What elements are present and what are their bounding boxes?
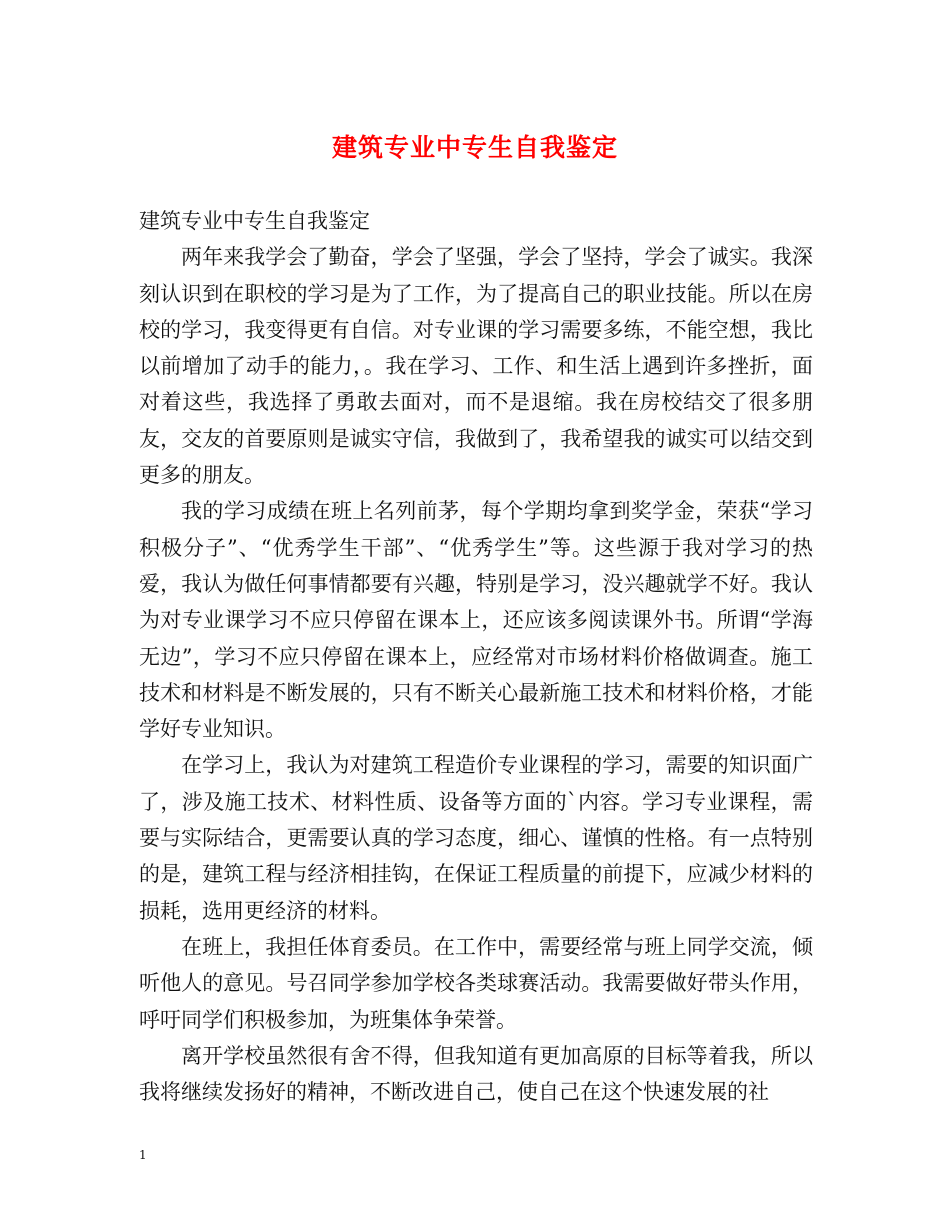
paragraph-2: 我的学习成绩在班上名列前茅，每个学期均拿到奖学金，荣获“学习积极分子”、“优秀学生干部”、“优秀学生”等。这些源于我对学习的热爱，我认为做任何事情都要有兴趣，特别是学习，没兴趣就学不好。我认为对专业课学习不应只停留在课本上，还应该多阅读课外书。所谓“学海无边”，学习不应只停留在课本上，应经常对市场材料价格做调查。施工技术和材料是不断发展的，只有不断关心最新施工技术和材料价格，才能学好专业知识。 xyxy=(139,499,813,742)
document-body xyxy=(139,203,813,1110)
document-subtitle: 建筑专业中专生自我鉴定 xyxy=(139,209,370,233)
paragraph-1: 两年来我学会了勤奋，学会了坚强，学会了坚持，学会了诚实。我深刻认识到在职校的学习是为了工作，为了提高自己的职业技能。所以在房校的学习，我变得更有自信。对专业课的学习需要多练，不能空想，我比以前增加了动手的能力，。我在学习、工作、和生活上遇到许多挫折，面对着这些，我选择了勇敢去面对，而不是退缩。我在房校结交了很多朋友，交友的首要原则是诚实守信，我做到了，我希望我的诚实可以结交到更多的朋友。 xyxy=(139,245,813,488)
paragraph-3: 在学习上，我认为对建筑工程造价专业课程的学习，需要的知识面广了，涉及施工技术、材料性质、设备等方面的`内容。学习专业课程，需要与实际结合，更需要认真的学习态度，细心、谨慎的性格。有一点特别的是，建筑工程与经济相挂钩，在保证工程质量的前提下，应减少材料的损耗，选用更经济的材料。 xyxy=(139,753,813,923)
page-number: 1 xyxy=(139,1148,147,1162)
paragraph-4: 在班上，我担任体育委员。在工作中，需要经常与班上同学交流，倾听他人的意见。号召同学参加学校各类球赛活动。我需要做好带头作用，呼吁同学们积极参加，为班集体争荣誉。 xyxy=(139,934,813,1032)
paragraph-5: 离开学校虽然很有舍不得，但我知道有更加高原的目标等着我，所以我将继续发扬好的精神，不断改进自己，使自己在这个快速发展的社 xyxy=(139,1043,813,1105)
document-title: 建筑专业中专生自我鉴定 xyxy=(331,133,618,162)
